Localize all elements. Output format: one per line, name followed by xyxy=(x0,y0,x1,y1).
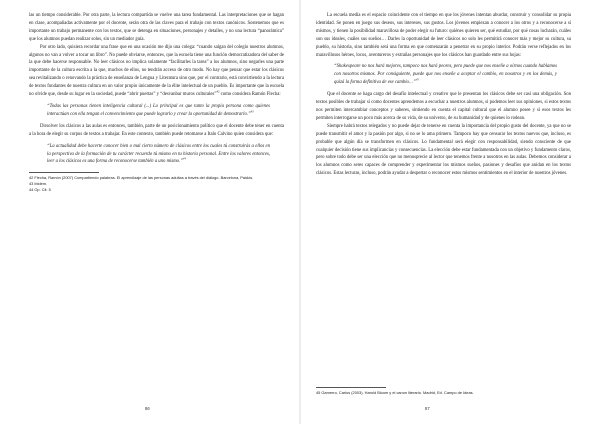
left-paragraph-2-text: Por otro lado, quisiera recordar una frase que en una ocasión me dijo una colega: “cuando salgan del colegio nuestros alumnos, algunos no van a volver a tocar un libro”. No puede obviarse, entonces, que la escuela tiene una función democratizadora del saber de la que debe hacerse responsable. No leer clásicos no implica solamente “facilitarles la tarea” a los alumnos, sino negarles una parte importante de la cultura escrita a la que, muchos de ellos, no tendrán acceso de otro modo. No hay que pensar que estar los clásicos sea revitalizando o renovando la práctica de enseñanza de Lengua y Literatura sino que, por el contrario, está convirtiendo a la lectura de textos fundantes de nuestra cultura en un valor propio únicamente de la élite intelectual de un pueblo. Es importante que la escuela no olvide que, desde su lugar en la sociedad, puede “abrir puertas” y “desvanbar muros culturales” xyxy=(29,44,284,98)
right-footnote-block xyxy=(316,381,571,396)
right-quote-text: “Shakespeare no nos hará mejores, tampoco nos hará peores, pero puede que nos enseñe a oírnos cuando hablamos con nosotros mismos. Por consiguiente, puede que nos enseñe a aceptar el cambio, en nosotros y en los demás, y quizá la forma definitiva de ese cambio…” xyxy=(334,64,557,86)
footnote-divider xyxy=(29,172,99,173)
left-paragraph-2 xyxy=(29,44,284,99)
left-paragraph-3: Dirsolver los clásicos a las aulas es entonces, también, parte de un posicionamiento político que el docente debe tener en cuenta a la hora de elegir su corpus de textos a trabajar. En este contexto, también puede retomarse a Italo Calvino quien considera que: xyxy=(29,123,284,137)
right-paragraph-1: La escuela media es el espacio coincidente con el tiempo en que los jóvenes intentan aburdar, construir y consolidar su propia identidad. Se ponen en juego sus deseos, sus intereses, sus gustos. Los jóvenes empiezan a conocer a los otros y a reconocerse a sí mismos, y tienen la posibilidad maravillosa de poder elegir su futuro: quiénes quieren ser, qué estudiar, por qué cosas lucharán, cuáles son sus ideales, cuáles sus sueños… Darles la oportunidad de leer clásicos no solo les permitirá conocer más y mejor su cultura, su pueblo, su historia, sino también será una forma en que comenzarán a penetrar en su propio interior. Podrán verse reflejados en los maravillosos héroes, locos, aventureros y extrañas personajes que los clásicos han guardado entre sus hojas: xyxy=(316,13,571,58)
left-quote-1 xyxy=(47,103,270,119)
footnote-ref-44: 44 xyxy=(182,156,186,161)
footnote-divider xyxy=(316,387,386,388)
page-number: 87 xyxy=(425,406,430,411)
left-quote-1-text: “Todas las personas tienen inteligencia cultural (...) Lo principal es que tanto la propia persona como quienes interactúan con ella tengan el convencimiento que puede lograrlo y crear la oportunidad de demostrarlo.” xyxy=(47,103,270,117)
right-paragraph-3: Siempre habrá textos relegados y no puede dejar de tenerse en cuenta la importancia del propio gusto del docente, ya que no se puede transmitir el amor y la pasión por algo, si no se lo ama primero. Tampoco hay que censurar los textos nuevos que, incluso, es probable que algún día se transformen en clásicos. Lo fundamental será elegir con responsabilidad, siendo consciente de que cualquier decisión tiene sus implicancias y consecuencias. La elección debe estar fundamentada con un objetivo y fundamento claros, pero sobre todo debe ser una elección que no menosprecie al lector que tenemos frente a nosotros en las aulas. Debemos considerar a los alumnos como seres capaces de comprender y experimentar los mismos sueños, pasiones y desafíos que anidan en los textos clásicos. Estas lecturas, incluso, podrán ayudar a despertar o reconocer estos mismos sentimientos en el interior de nuestros jóvenes. xyxy=(316,123,571,177)
left-paragraph-1: las un tiempo considerable. Por otra parte, la lectura compartida se vuelve una tarea fundamental. Las interpretaciones que se hagan en clase, acompañadas activamente por el docente, serán otra de las claves para el trabajo con textos canónicos. Sostenemos que es importante un trabajo permanente con los textos, que se detenga en situaciones, personajes y detalles, y no una lectura “panorámica” que los alumnos puedan realizar solos, sin un mediador guía. xyxy=(29,13,284,42)
footnote-45: 45 Gamerro, Carlos (2003). Harold Bloom y el canon literario. Madrid, Ed. Campo de Ideas. xyxy=(316,390,474,395)
right-page xyxy=(300,0,600,424)
footnote-44: 44 Op. Cit. 5 xyxy=(29,187,51,193)
footnote-42: 42 Flecha, Ramón (2007) Compartiendo palabras. El aprendizaje de las personas adultas a través del diálogo. Barcelona, Paidós. xyxy=(29,175,254,181)
right-paragraph-2: Que el docente se haga cargo del desafío intelectual y creativo que le presentan los clásicos debe ser casi una obligación. Son textos posibles de trabajar sí como docentes aprendemos a escuchar a nuestros alumnos, si podemos leer sus opiniones, si estos textos nos permiten intercambiar conceptos y saberes, sintiendo en cuenta el capital cultural que el alumno posee y si esos textos les permiten interrogarse un poco más acerca de su vida, de su universo, de su humanidad y de quienes lo rodean. xyxy=(316,92,571,121)
footnote-ref-42: 42 xyxy=(216,89,220,94)
footnote-ref-45: 45 xyxy=(415,77,419,82)
right-quote xyxy=(334,63,557,87)
footnote-43: 43 Ibidem. xyxy=(29,181,48,187)
page-number: 86 xyxy=(145,406,150,411)
left-paragraph-2-tail: como considera Ramón Flecha: xyxy=(219,92,281,98)
left-quote-2-text: “La actualidad debe hacerte conocer bien o mal cierto número de clásicos entre los cuales tú construirás a ellos en la perspectiva de la formación de tu carácter recuerdo tú mismo en tu historia personal. Entre los valores entonces, leer a los clásicos es una forma de reconocerse también a uno mismo.” xyxy=(47,143,270,165)
left-quote-2 xyxy=(47,143,270,167)
footnote-ref-43: 43 xyxy=(250,109,254,114)
